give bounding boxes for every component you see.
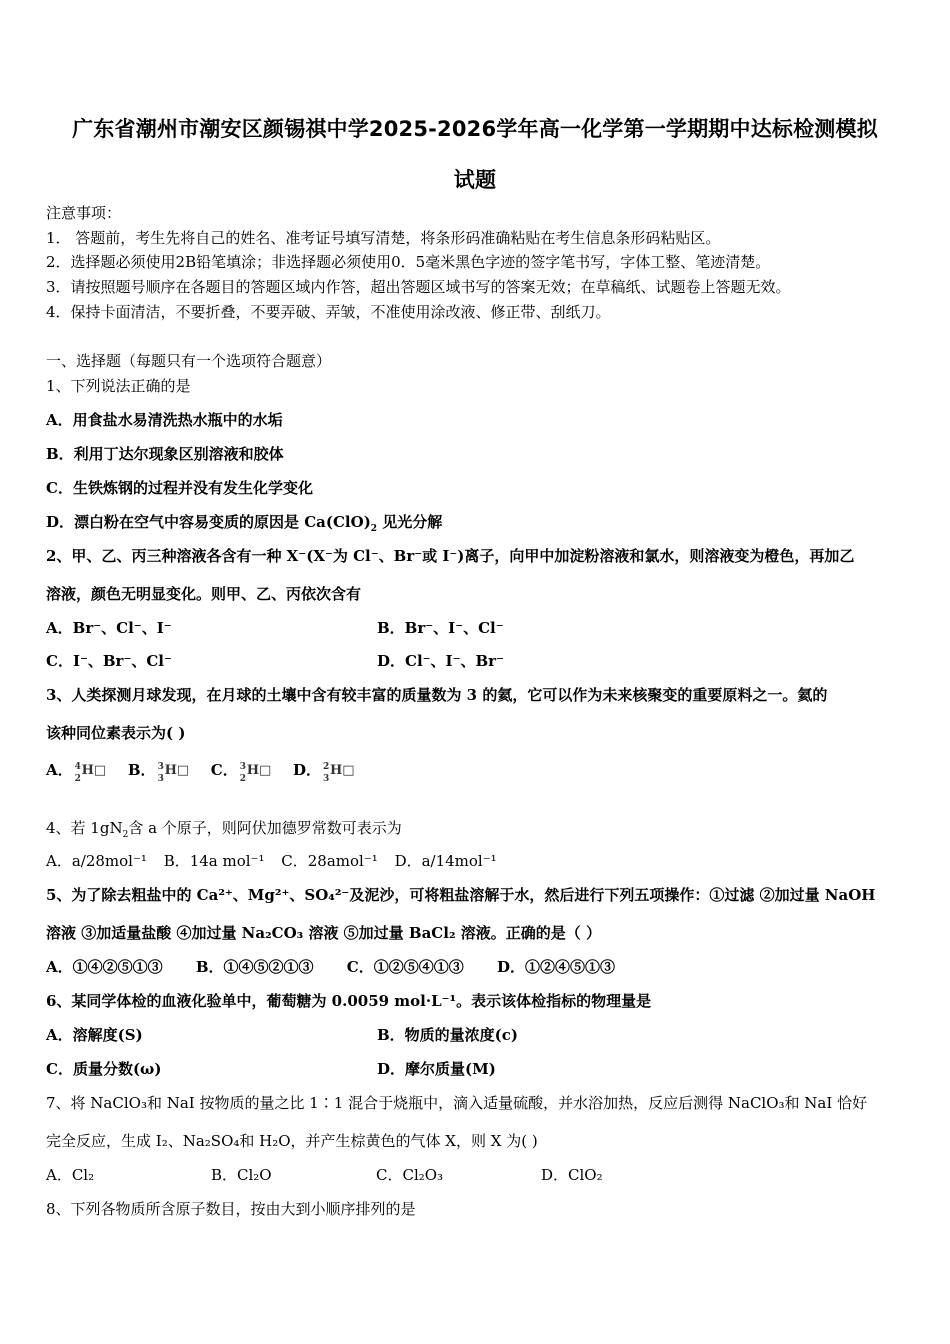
notice-item: 2．选择题必须使用2B铅笔填涂；非选择题必须使用0．5毫米黑色字迹的签字笔书写，字体工整、笔迹清楚。: [46, 253, 771, 271]
question-4-stem: 4、若 $1gN_2$含 a 个原子，则阿伏加德罗常数可表示为: [46, 819, 402, 840]
question-4-option-a: A．a/28mol⁻¹: [46, 852, 147, 870]
question-7-stem-continued: 完全反应，生成 I₂、Na₂SO₄和 H₂O，并产生棕黄色的气体 X，则 X 为( ): [46, 1132, 538, 1150]
question-2-option-d: D．Cl⁻、I⁻、Br⁻: [377, 652, 504, 670]
question-3-stem: 3、人类探测月球发现，在月球的土壤中含有较丰富的质量数为 3 的氦，它可以作为未来核聚变的重要原料之一。氦的: [46, 686, 828, 704]
question-1-option-a: A．用食盐水易清洗热水瓶中的水垢: [46, 411, 283, 429]
question-5-stem-continued: 溶液 ③加适量盐酸 ④加过量 Na₂CO₃ 溶液 ⑤加过量 BaCl₂ 溶液。正确的是（ ）: [46, 924, 601, 942]
notice-heading: 注意事项：: [46, 204, 122, 222]
question-5-option-c: C．①②⑤④①③: [346, 958, 464, 976]
question-4-option-b: B．14a mol⁻¹: [163, 852, 265, 870]
question-1-option-b: B．利用丁达尔现象区别溶液和胶体: [46, 445, 284, 463]
isotope-symbol: 3 3 H□: [157, 762, 190, 784]
question-6-stem: 6、某同学体检的血液化验单中，葡萄糖为 0.0059 mol·L⁻¹。表示该体检指标的物理量是: [46, 992, 652, 1010]
question-6-option-b: B．物质的量浓度(c): [377, 1026, 519, 1044]
question-5-option-b: B．①④⑤②①③: [195, 958, 314, 976]
question-4-option-d: D．a/14mol⁻¹: [394, 852, 497, 870]
question-3-stem-continued: 该种同位素表示为( ): [46, 724, 186, 742]
question-2-option-c: C．I⁻、Br⁻、Cl⁻: [46, 652, 172, 670]
question-1-option-c: C．生铁炼钢的过程并没有发生化学变化: [46, 479, 313, 497]
notice-item: 1． 答题前，考生先将自己的姓名、准考证号填写清楚，将条形码准确粘贴在考生信息条形码粘贴区。: [46, 229, 721, 247]
question-1-option-d: D．漂白粉在空气中容易变质的原因是 $Ca(ClO)_2$ 见光分解: [46, 513, 443, 534]
question-6-option-a: A．溶解度(S): [46, 1026, 143, 1044]
question-7-options: [46, 1165, 631, 1185]
question-7-option-a: A．Cl₂: [46, 1166, 95, 1184]
question-3-options: [46, 760, 371, 784]
question-6-option-d: D．摩尔质量(M): [377, 1060, 496, 1078]
question-5-option-a: A．①④②⑤①③: [46, 958, 163, 976]
question-6-option-c: C．质量分数(ω): [46, 1060, 162, 1078]
question-3-option-b: B． 3 3 H□: [127, 761, 190, 784]
question-4-option-c: C．28amol⁻¹: [281, 852, 378, 870]
section-heading: 一、选择题（每题只有一个选项符合题意）: [46, 352, 332, 370]
question-7-option-d: D．ClO₂: [541, 1166, 603, 1184]
question-2-option-b: B．Br⁻、I⁻、Cl⁻: [377, 619, 504, 637]
isotope-symbol: 3 2 H□: [239, 762, 272, 784]
question-1-stem: 1、下列说法正确的是: [46, 377, 191, 395]
question-3-option-d: D． 2 3 H□: [292, 761, 355, 784]
question-4-options: [46, 851, 525, 871]
question-8-stem: 8、下列各物质所含原子数目，按由大到小顺序排列的是: [46, 1200, 416, 1218]
question-7-stem: 7、将 NaClO₃和 NaI 按物质的量之比 1∶1 混合于烧瓶中，滴入适量硫酸，并水浴加热，反应后测得 NaClO₃和 NaI 恰好: [46, 1094, 868, 1112]
question-2-stem-continued: 溶液，颜色无明显变化。则甲、乙、丙依次含有: [46, 585, 362, 603]
page-title: 广东省潮州市潮安区颜锡祺中学2025-2026学年高一化学第一学期期中达标检测模拟: [72, 117, 878, 141]
question-2-option-a: A．Br⁻、Cl⁻、I⁻: [46, 619, 172, 637]
question-7-option-c: C．Cl₂O₃: [376, 1166, 444, 1184]
isotope-symbol: 2 3 H□: [323, 762, 355, 784]
question-7-option-b: B．Cl₂O: [211, 1166, 272, 1184]
question-2-stem: 2、甲、乙、丙三种溶液各含有一种 X⁻(X⁻为 Cl⁻、Br⁻或 I⁻)离子，向甲中加淀粉溶液和氯水，则溶液变为橙色，再加乙: [46, 547, 855, 565]
question-5-options: [46, 957, 643, 977]
page-title-continued: 试题: [453, 168, 497, 192]
notice-item: 3．请按照题号顺序在各题目的答题区域内作答，超出答题区域书写的答案无效；在草稿纸、试题卷上答题无效。: [46, 278, 791, 296]
question-5-option-d: D．①②④⑤①③: [496, 958, 615, 976]
question-5-stem: 5、为了除去粗盐中的 Ca²⁺、Mg²⁺、SO₄²⁻及泥沙，可将粗盐溶解于水，然后进行下列五项操作：①过滤 ②加过量 NaOH: [46, 886, 876, 904]
question-3-option-c: C． 3 2 H□: [210, 761, 272, 784]
notice-item: 4．保持卡面清洁，不要折叠，不要弄破、弄皱，不准使用涂改液、修正带、刮纸刀。: [46, 303, 611, 321]
question-3-option-a: A． 4 2 H□: [46, 761, 107, 784]
isotope-symbol: 4 2 H□: [74, 762, 107, 784]
